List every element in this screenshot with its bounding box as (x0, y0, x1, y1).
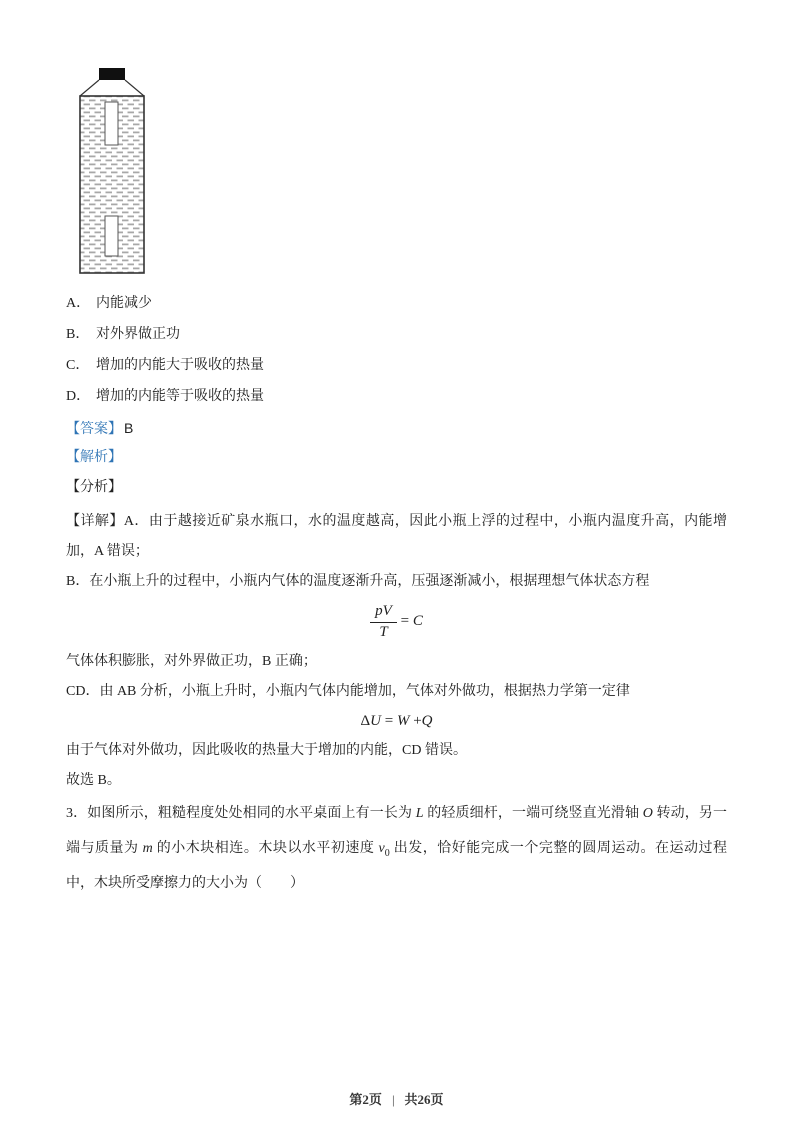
first-law-formula (66, 713, 727, 730)
bottle-shoulder-right (125, 80, 144, 96)
jiexi-label: 【解析】 (66, 450, 122, 465)
option-a-text: 内能减少 (96, 296, 152, 311)
page-number: 第2页 (349, 1092, 382, 1107)
q3-var-v: v (378, 841, 385, 857)
q3-text: 出发，恰好能完成一个完整的圆周运动。在运动过程中，木块所受摩擦力的大小为（ ） (66, 841, 728, 892)
detail-paragraph-5: 由于气体对外做功，因此吸收的热量大于增加的内能，CD 错误。 (66, 742, 467, 758)
option-d-text: 增加的内能等于吸收的热量 (96, 389, 264, 404)
q3-text: 3．如图所示，粗糙程度处处相同的水平桌面上有一长为 (66, 806, 416, 822)
q3-var-O: O (642, 806, 653, 822)
answer-line (66, 417, 727, 447)
q3-text: 转动，另一端与质量为 (66, 806, 728, 857)
heat-symbol: Q (421, 712, 433, 729)
options-list (66, 293, 727, 417)
fenxi-line (66, 477, 727, 507)
detail-paragraph-6: 故选 B。 (66, 773, 121, 789)
work-symbol: W (396, 712, 410, 729)
detail-paragraph-3: 气体体积膨胀，对外界做正功，B 正确； (66, 653, 317, 669)
q3-text: 的轻质细杆，一端可绕竖直光滑轴 (423, 806, 643, 822)
total-pages: 共26页 (404, 1092, 444, 1107)
fraction-denominator: T (379, 623, 388, 640)
q3-var-m: m (142, 841, 153, 857)
bottle-figure-svg (78, 66, 146, 278)
question-figure (78, 66, 727, 283)
delta-symbol: Δ (360, 712, 371, 729)
option-a (66, 293, 727, 324)
fenxi-label: 【分析】 (66, 480, 122, 495)
detail-paragraph-4: CD．由 AB 分析，小瓶上升时，小瓶内气体内能增加，气体对外做功，根据热力学第一定律 (66, 683, 630, 699)
option-a-label: A． (66, 296, 91, 311)
option-d-label: D． (66, 389, 91, 404)
jiexi-line (66, 447, 727, 477)
q3-var-L: L (415, 806, 424, 822)
q3-var-v-subscript: 0 (384, 847, 390, 859)
detail-paragraph-1: 【详解】A．由于越接近矿泉水瓶口，水的温度越高，因此小瓶上浮的过程中，小瓶内温度升高，内能增加，A 错误； (66, 514, 727, 560)
small-bottle-upper (105, 102, 118, 145)
option-b (66, 324, 727, 355)
equals-sign: = (400, 613, 410, 630)
detail-paragraph-2: B．在小瓶上升的过程中，小瓶内气体的温度逐渐升高，压强逐渐减小，根据理想气体状态方程 (66, 574, 650, 590)
question-3-stem (66, 796, 727, 901)
option-c-label: C． (66, 358, 90, 373)
answer-label: 【答案】 (66, 422, 122, 437)
ideal-gas-formula (66, 603, 727, 641)
small-bottle-lower (105, 216, 118, 256)
answer-value: B (124, 420, 134, 436)
page-footer (0, 1089, 793, 1108)
internal-energy-symbol: U (370, 712, 381, 729)
option-c (66, 355, 727, 386)
q3-text: 的小木块相连。木块以水平初速度 (152, 841, 379, 857)
option-c-text: 增加的内能大于吸收的热量 (96, 358, 264, 373)
option-d (66, 386, 727, 417)
equals-sign: = (384, 712, 394, 729)
bottle-cap (99, 68, 125, 80)
option-b-label: B． (66, 327, 90, 342)
footer-separator: | (391, 1092, 395, 1107)
option-b-text: 对外界做正功 (96, 327, 180, 342)
plus-sign: + (413, 712, 422, 729)
fraction-numerator: pV (370, 603, 397, 622)
constant-symbol: C (412, 613, 423, 630)
bottle-shoulder-left (80, 80, 99, 96)
fraction (370, 603, 397, 641)
